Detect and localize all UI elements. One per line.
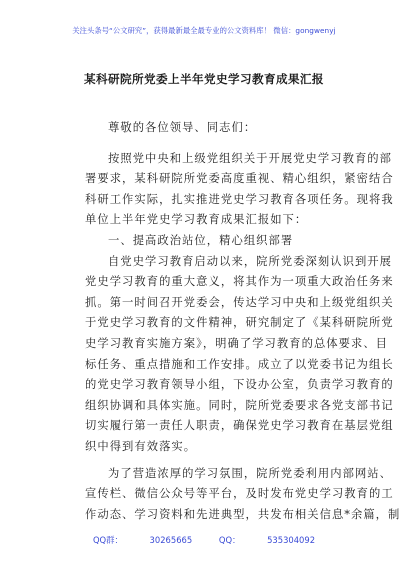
paragraph-gap xyxy=(85,139,348,149)
section-body-line: 作动态、学习资料和先进典型，共发布相关信息*余篇，制 xyxy=(85,507,401,521)
qq-number-text: QQ： 535304092 xyxy=(218,535,316,545)
section-body-line: 的党史学习教育领导小组，下设办公室，负责学习教育的 xyxy=(85,378,394,392)
intro-line: 科研工作实际，扎实推进党史学习教育各项任务。现将我 xyxy=(85,192,394,206)
section-body-line: 党史学习教育的重大意义，将其作为一项重大政治任务来 xyxy=(85,275,394,289)
section-body-line: 为了营造浓厚的学习氛围，院所党委利用内部网站、 xyxy=(108,466,392,480)
section-body-line: 宣传栏、微信公众号等平台，及时发布党史学习教育的工 xyxy=(85,487,394,501)
section-body-line: 于党史学习教育的文件精神，研究制定了《某科研院所党 xyxy=(85,316,394,330)
intro-line: 按照党中央和上级党组织关于开展党史学习教育的部 xyxy=(108,151,392,165)
section-body-line: 织中得到有效落实。 xyxy=(85,439,197,453)
section-body-line: 自党史学习教育启动以来，院所党委深刻认识到开展 xyxy=(108,254,392,268)
document-body xyxy=(85,118,401,525)
salutation-line: 尊敬的各位领导、同志们： xyxy=(108,121,257,134)
footer-contact xyxy=(0,534,408,546)
section-body-line: 组织协调和具体实施。同时，院所党委要求各党支部书记 xyxy=(85,398,394,412)
section-heading-line: 一、提高政治站位，精心组织部署 xyxy=(108,233,294,247)
section-body-line: 标任务、重点措施和工作安排。成立了以党委书记为组长 xyxy=(85,357,394,371)
document-title: 某科研院所党委上半年党史学习教育成果汇报 xyxy=(84,72,324,86)
section-body-line: 史学习教育实施方案》，明确了学习教育的总体要求、目 xyxy=(85,336,389,350)
section-body-line: 抓。第一时间召开党委会，传达学习中央和上级党组织关 xyxy=(85,295,394,309)
intro-line: 单位上半年党史学习教育成果汇报如下： xyxy=(85,213,308,227)
qq-group-text: QQ群： 30265665 xyxy=(92,535,193,545)
header-banner: 关注头条号“公文研究”，获得最新最全最专业的公文资料库！ 微信：gongwenyj xyxy=(72,26,336,35)
section-body-line: 切实履行第一责任人职责，确保党史学习教育在基层党组 xyxy=(85,419,394,433)
intro-line: 署要求，某科研院所党委高度重视、精心组织，紧密结合 xyxy=(85,172,394,186)
